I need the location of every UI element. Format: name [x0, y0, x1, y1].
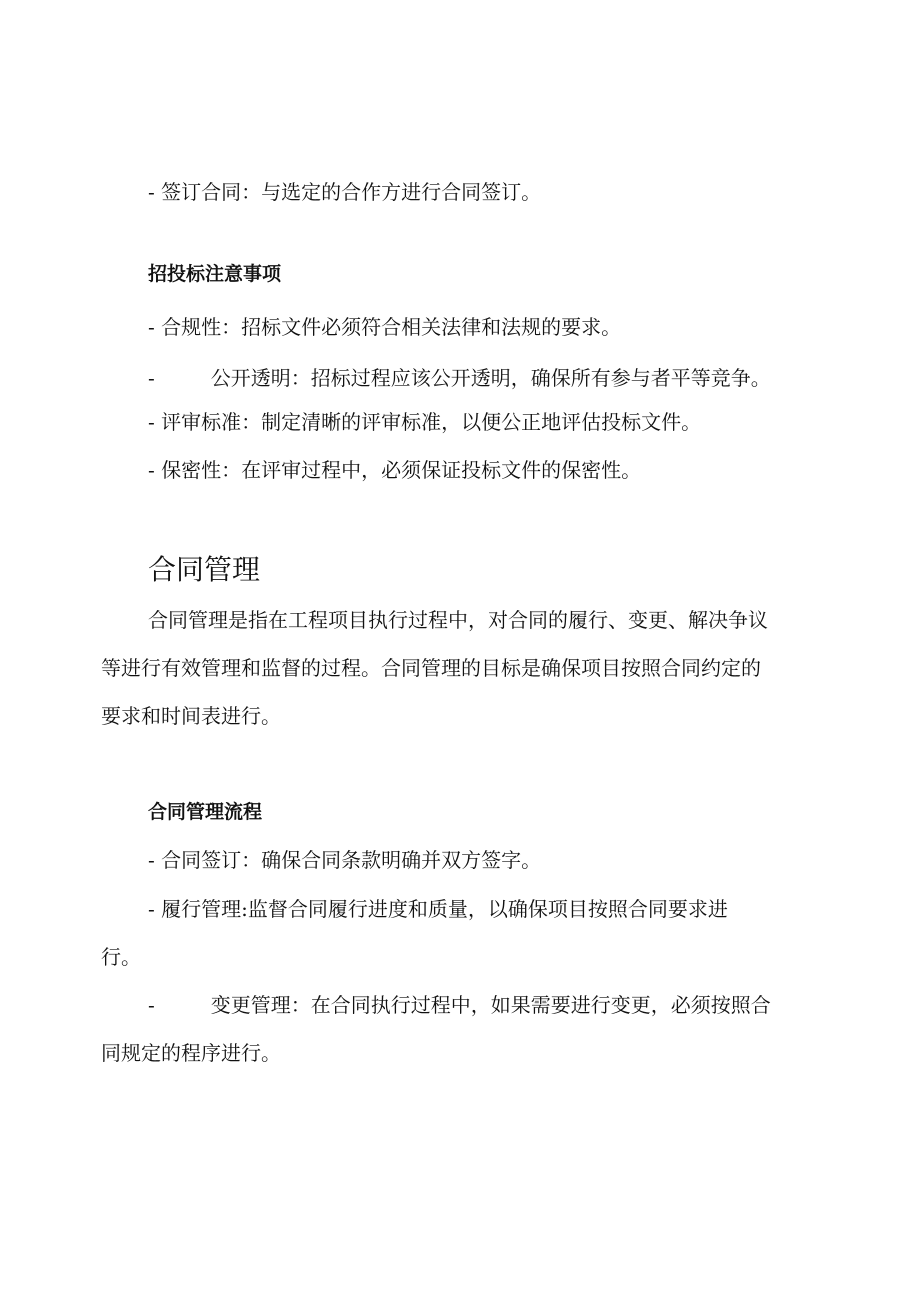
section-heading-bidding-notes: 招投标注意事项	[148, 263, 282, 285]
list-item-contract-signing: - 合同签订：确保合同条款明确并双方签字。	[148, 848, 542, 872]
list-item-performance-mgmt-cont: 行。	[101, 945, 141, 969]
page-heading-contract-management: 合同管理	[148, 553, 261, 586]
list-item-change-mgmt-text: 变更管理：在合同执行过程中，如果需要进行变更，必须按照合	[210, 993, 771, 1017]
list-item-compliance: - 合规性：招标文件必须符合相关法律和法规的要求。	[148, 315, 622, 339]
paragraph-line-1: 合同管理是指在工程项目执行过程中，对合同的履行、变更、解决争议	[148, 608, 768, 632]
list-item-confidentiality: - 保密性：在评审过程中，必须保证投标文件的保密性。	[148, 458, 642, 482]
list-item-review-criteria: - 评审标准：制定清晰的评审标准，以便公正地评估投标文件。	[148, 410, 702, 434]
list-item-change-mgmt	[148, 993, 771, 1017]
paragraph-line-2: 等进行有效管理和监督的过程。合同管理的目标是确保项目按照合同约定的	[101, 656, 761, 680]
section-heading-contract-flow: 合同管理流程	[148, 801, 263, 823]
list-item-transparency	[148, 366, 771, 390]
list-item-performance-mgmt: - 履行管理:监督合同履行进度和质量，以确保项目按照合同要求进	[148, 897, 728, 921]
list-dash: -	[148, 993, 155, 1017]
paragraph-line-3: 要求和时间表进行。	[101, 704, 281, 728]
list-dash: -	[148, 366, 155, 390]
list-item-change-mgmt-cont: 同规定的程序进行。	[101, 1041, 281, 1065]
list-item-sign-contract: - 签订合同：与选定的合作方进行合同签订。	[148, 180, 542, 204]
list-item-transparency-text: 公开透明：招标过程应该公开透明，确保所有参与者平等竞争。	[210, 366, 771, 390]
